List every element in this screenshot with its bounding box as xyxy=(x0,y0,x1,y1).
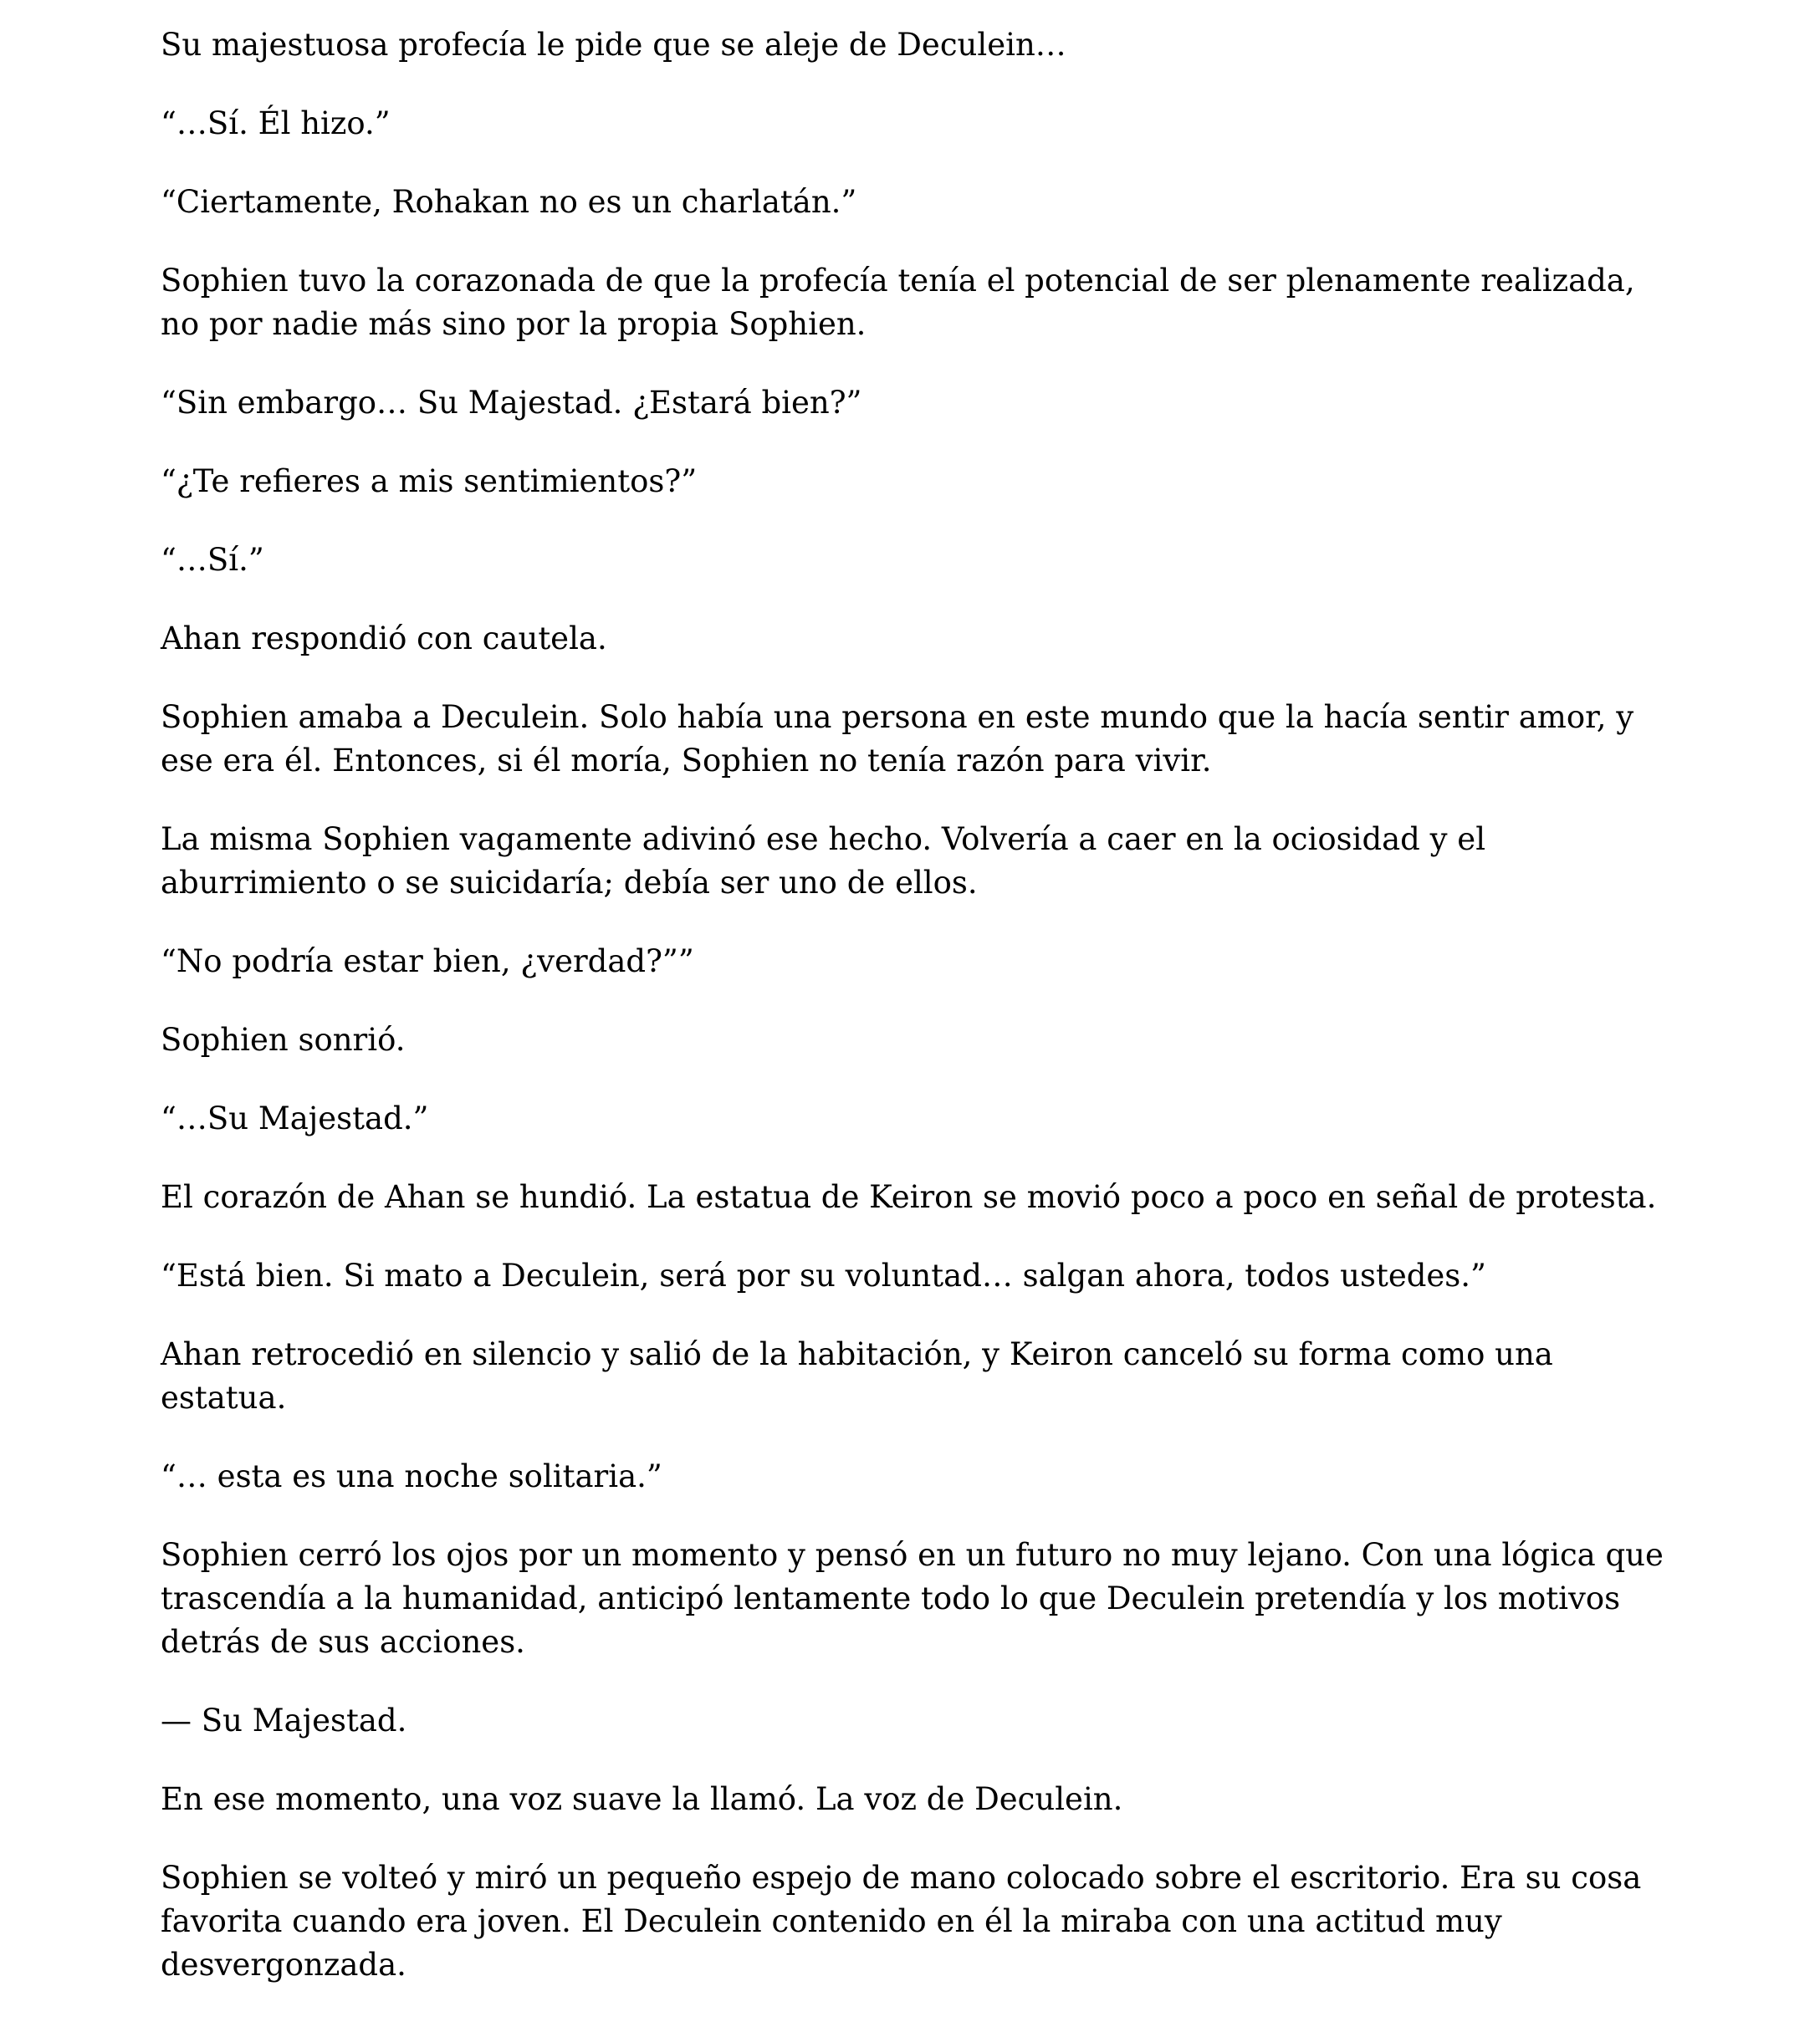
paragraph: La misma Sophien vagamente adivinó ese hecho. Volvería a caer en la ociosidad y el aburrimiento o se suicidaría; debía ser uno de ellos. xyxy=(161,821,1486,901)
paragraph: “Sin embargo… Su Majestad. ¿Estará bien?” xyxy=(161,385,862,421)
paragraph: Sophien amaba a Deculein. Solo había una persona en este mundo que la hacía sentir amor, y ese era él. Entonces, si él moría, Sophien no tenía razón para vivir. xyxy=(161,699,1634,779)
paragraph: “Ciertamente, Rohakan no es un charlatán.” xyxy=(161,184,857,220)
paragraph: “¿Te refieres a mis sentimientos?” xyxy=(161,463,698,499)
paragraph: “No podría estar bien, ¿verdad?”” xyxy=(161,943,694,979)
paragraph: En ese momento, una voz suave la llamó. La voz de Deculein. xyxy=(161,1781,1123,1817)
paragraph: Sophien se volteó y miró un pequeño espejo de mano colocado sobre el escritorio. Era su cosa favorita cuando era joven. El Deculein contenido en él la miraba con una actitud muy desvergonzada. xyxy=(161,1860,1642,1983)
paragraph: Su majestuosa profecía le pide que se aleje de Deculein… xyxy=(161,27,1066,63)
document-body xyxy=(161,23,1666,2022)
paragraph: Sophien tuvo la corazonada de que la profecía tenía el potencial de ser plenamente realizada, no por nadie más sino por la propia Sophien. xyxy=(161,263,1635,342)
paragraph: Sophien sonrió. xyxy=(161,1022,406,1058)
paragraph: “…Su Majestad.” xyxy=(161,1100,429,1136)
paragraph: “… esta es una noche solitaria.” xyxy=(161,1458,662,1494)
paragraph: “…Sí. Él hizo.” xyxy=(161,105,391,141)
paragraph: Ahan retrocedió en silencio y salió de la habitación, y Keiron canceló su forma como una estatua. xyxy=(161,1336,1553,1416)
paragraph: “Está bien. Si mato a Deculein, será por su voluntad… salgan ahora, todos ustedes.” xyxy=(161,1258,1486,1294)
paragraph: El corazón de Ahan se hundió. La estatua de Keiron se movió poco a poco en señal de protesta. xyxy=(161,1179,1657,1215)
paragraph: Sophien cerró los ojos por un momento y pensó en un futuro no muy lejano. Con una lógica que trascendía a la humanidad, anticipó lentamente todo lo que Deculein pretendía y los motivos detrás de sus acciones. xyxy=(161,1537,1664,1660)
paragraph: — Su Majestad. xyxy=(161,1703,407,1739)
paragraph: “…Sí.” xyxy=(161,542,264,578)
paragraph: Ahan respondió con cautela. xyxy=(161,620,607,656)
